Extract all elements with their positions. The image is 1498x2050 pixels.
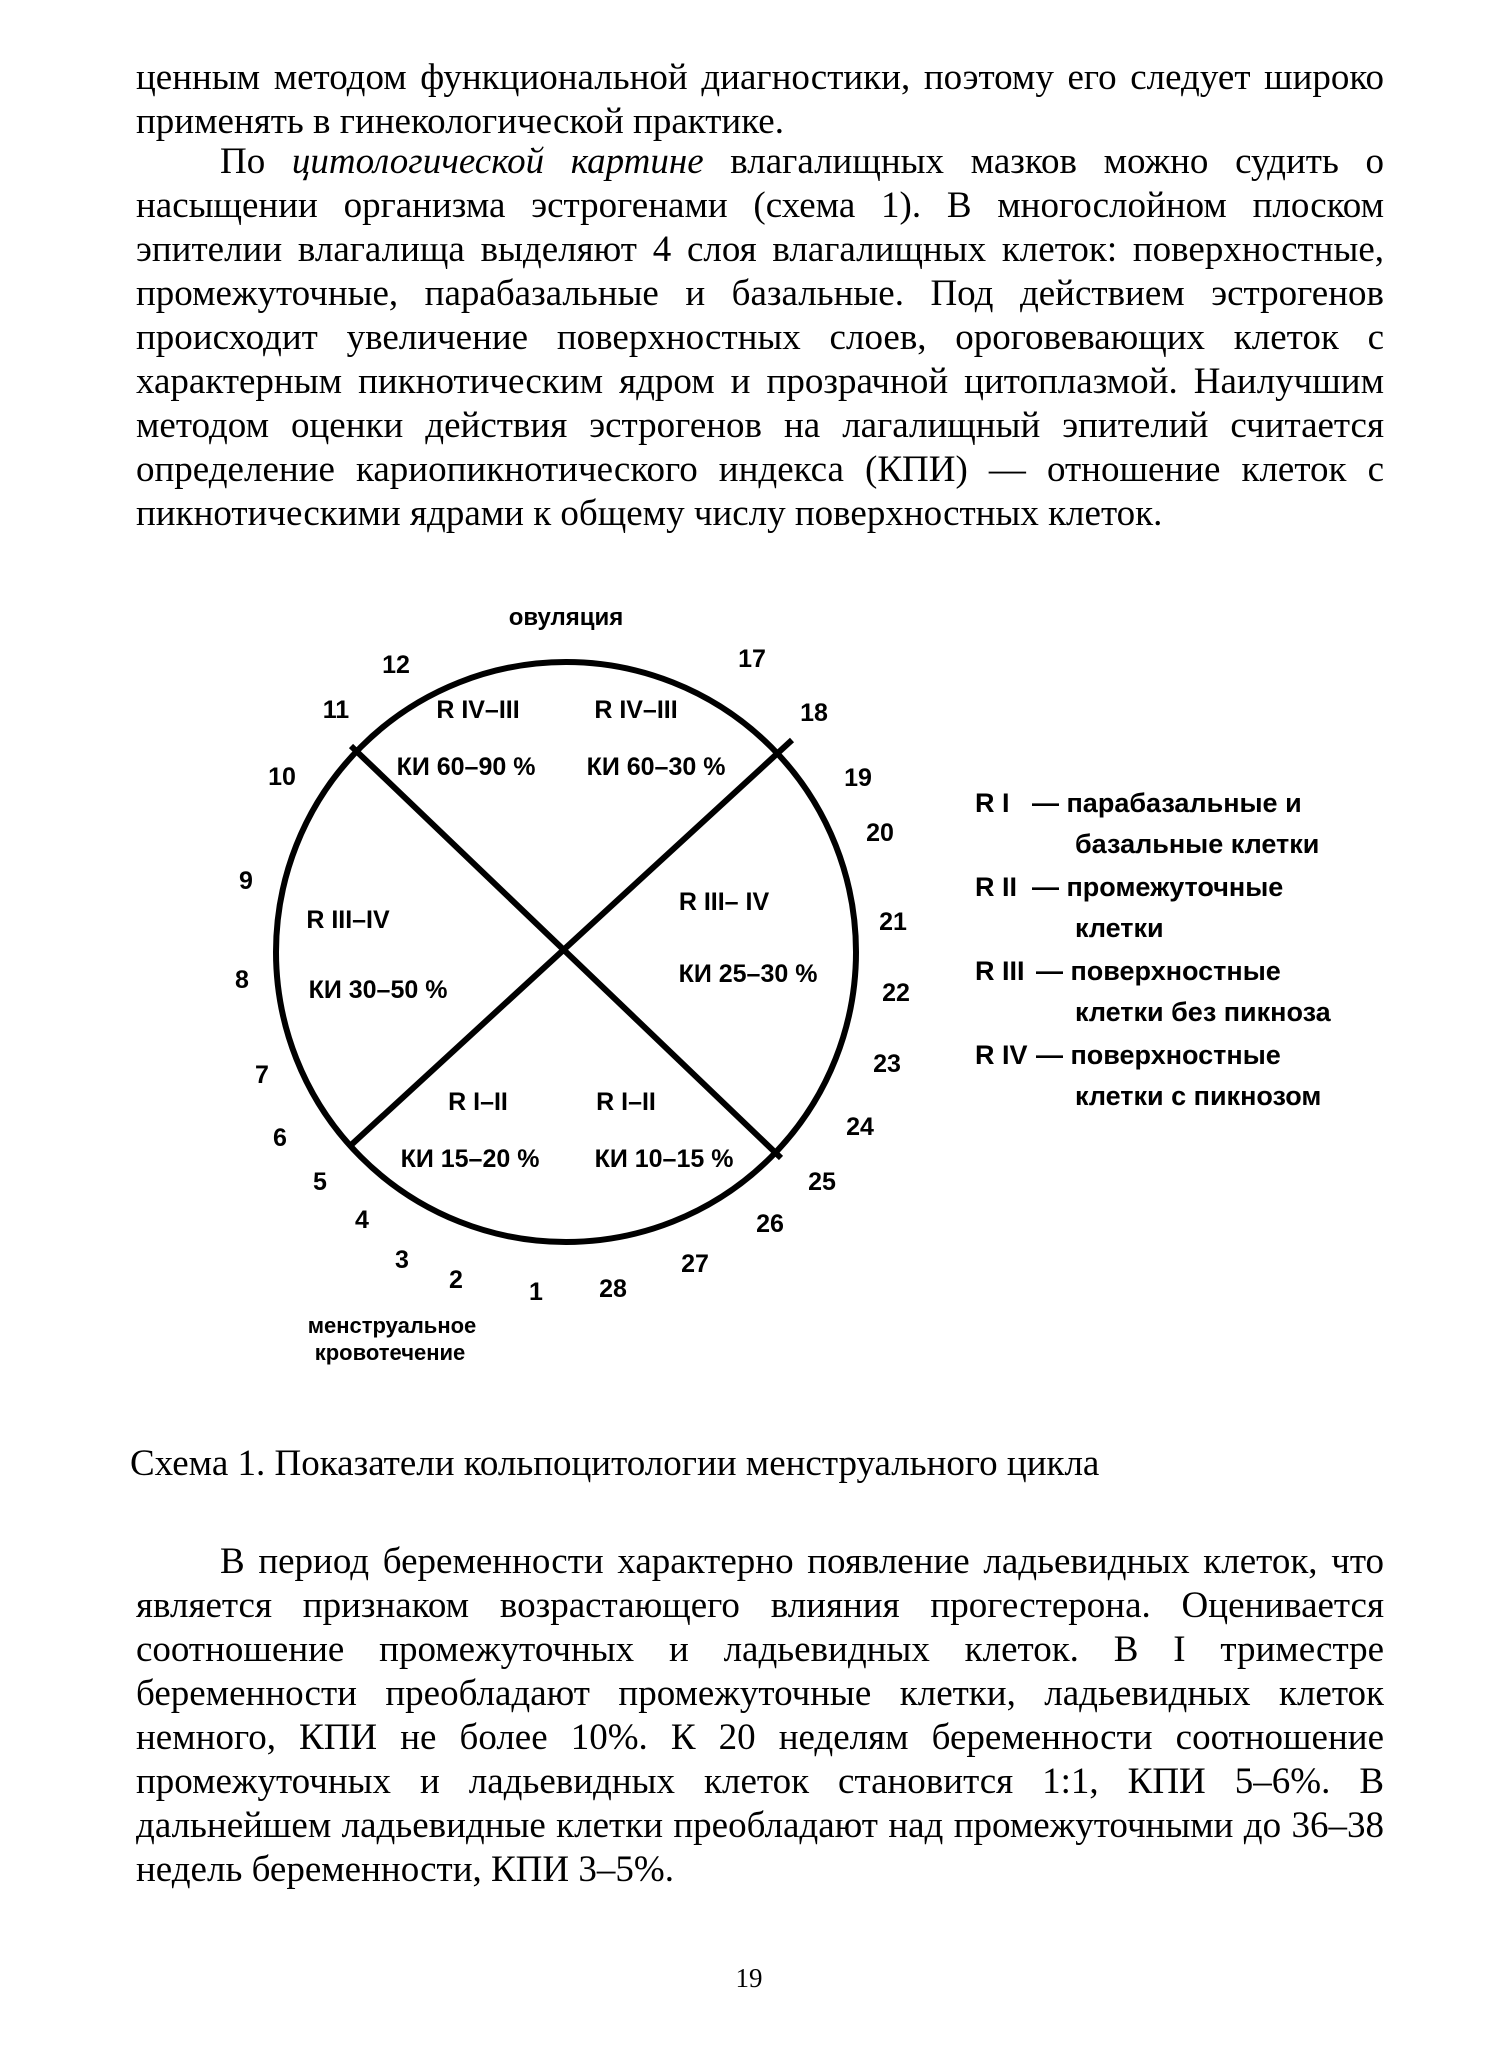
sector-index-right: КИ 25–30 % <box>678 960 818 988</box>
day-label: 3 <box>395 1246 409 1274</box>
day-label: 12 <box>382 651 410 679</box>
sector-stage-left: R III–IV <box>306 906 390 934</box>
paragraph-intro-text: ценным методом функциональной диагностики, поэтому его следует широко применять в гинекологической практике. <box>136 57 1384 142</box>
day-label: 7 <box>255 1061 269 1089</box>
diagram-legend <box>975 788 1332 1111</box>
legend-text-r4-line2: клетки с пикнозом <box>1075 1081 1322 1111</box>
day-label: 20 <box>866 819 894 847</box>
day-label: 18 <box>800 699 828 727</box>
menstruation-label-line2: кровотечение <box>314 1340 466 1365</box>
day-label: 25 <box>808 1168 836 1196</box>
legend-text-r3-line2: клетки без пикноза <box>1075 997 1331 1027</box>
sector-stage-top-left: R IV–III <box>436 696 520 724</box>
legend-text-r3-line1: — поверхностные <box>1036 956 1281 986</box>
sector-index-bottom-left: КИ 15–20 % <box>400 1145 540 1173</box>
sector-stage-top-right: R IV–III <box>594 696 678 724</box>
legend-text-r1-line1: — парабазальные и <box>1032 788 1302 818</box>
day-label: 5 <box>313 1168 327 1196</box>
paragraph-cytology-rest: влагалищных мазков можно судить о насыщении организма эстрогенами (схема 1). В многослойном плоском эпителии влагалища выделяют 4 слоя влагалищных клеток: поверхностные, промежуточные, парабазальные и базальные. Под действием эстрогенов происходит увеличение поверхностных слоев, ороговевающих клеток с характерным пикнотическим ядром и прозрачной цитоплазмой. Наилучшим методом оценки действия эстрогенов на лагалищный эпителий считается определение кариопикнотического индекса (КПИ) — отношение клеток с пикнотическими ядрами к общему числу поверхностных клеток. <box>136 141 1384 534</box>
italic-term: цитологической картине <box>291 141 704 182</box>
paragraph-pregnancy <box>136 1540 1384 1892</box>
sector-stage-right: R III– IV <box>678 888 770 916</box>
legend-key-r3: R III <box>975 956 1025 986</box>
day-label: 1 <box>529 1278 543 1306</box>
ovulation-label: овуляция <box>508 604 624 631</box>
legend-text-r4-line1: — поверхностные <box>1036 1040 1281 1070</box>
legend-key-r1: R I <box>975 788 1010 818</box>
legend-key-r4: R IV <box>975 1040 1028 1070</box>
day-label: 28 <box>599 1275 627 1303</box>
paragraph-pregnancy-text: В период беременности характерно появление ладьевидных клеток, что является признаком возрастающего влияния прогестерона. Оценивается соотношение промежуточных и ладьевидных клеток. В I триместре беременности преобладают промежуточные клетки, ладьевидных клеток немного, КПИ не более 10%. К 20 неделям беременности соотношение промежуточных и ладьевидных клеток становится 1:1, КПИ 5–6%. В дальнейшем ладьевидные клетки преобладают над промежуточными до 36–38 недель беременности, КПИ 3–5%. <box>136 1541 1384 1890</box>
day-label: 17 <box>738 645 766 673</box>
sector-index-top-right: КИ 60–30 % <box>586 753 726 781</box>
legend-text-r2-line2: клетки <box>1075 913 1164 943</box>
day-label: 11 <box>322 696 350 724</box>
day-label: 2 <box>449 1266 463 1294</box>
diagram-caption: Схема 1. Показатели кольпоцитологии менструального цикла <box>130 1443 1100 1484</box>
legend-text-r2-line1: — промежуточные <box>1032 872 1284 902</box>
legend-key-r2: R II <box>975 872 1018 902</box>
legend-text-r1-line2: базальные клетки <box>1075 829 1320 859</box>
sector-index-left: КИ 30–50 % <box>308 976 448 1004</box>
sector-stage-bottom-right: R I–II <box>596 1088 656 1116</box>
day-label: 4 <box>355 1206 369 1234</box>
day-label: 6 <box>273 1124 287 1152</box>
paragraph-cytology-start: По <box>220 141 292 182</box>
day-label: 10 <box>268 763 296 791</box>
diagonal-line-b <box>350 740 792 1146</box>
day-label: 24 <box>846 1113 874 1141</box>
sector-index-top-left: КИ 60–90 % <box>396 753 536 781</box>
day-label: 9 <box>239 867 253 895</box>
day-label: 26 <box>756 1210 784 1238</box>
day-label: 27 <box>681 1250 709 1278</box>
sector-index-bottom-right: КИ 10–15 % <box>594 1145 734 1173</box>
day-label: 22 <box>882 979 910 1007</box>
page-number: 19 <box>735 1963 763 1993</box>
day-label: 19 <box>844 764 872 792</box>
day-label: 8 <box>235 966 249 994</box>
sector-stage-bottom-left: R I–II <box>448 1088 508 1116</box>
day-label: 21 <box>879 908 907 936</box>
menstruation-label-line1: менструальное <box>307 1313 477 1338</box>
day-label: 23 <box>873 1050 901 1078</box>
